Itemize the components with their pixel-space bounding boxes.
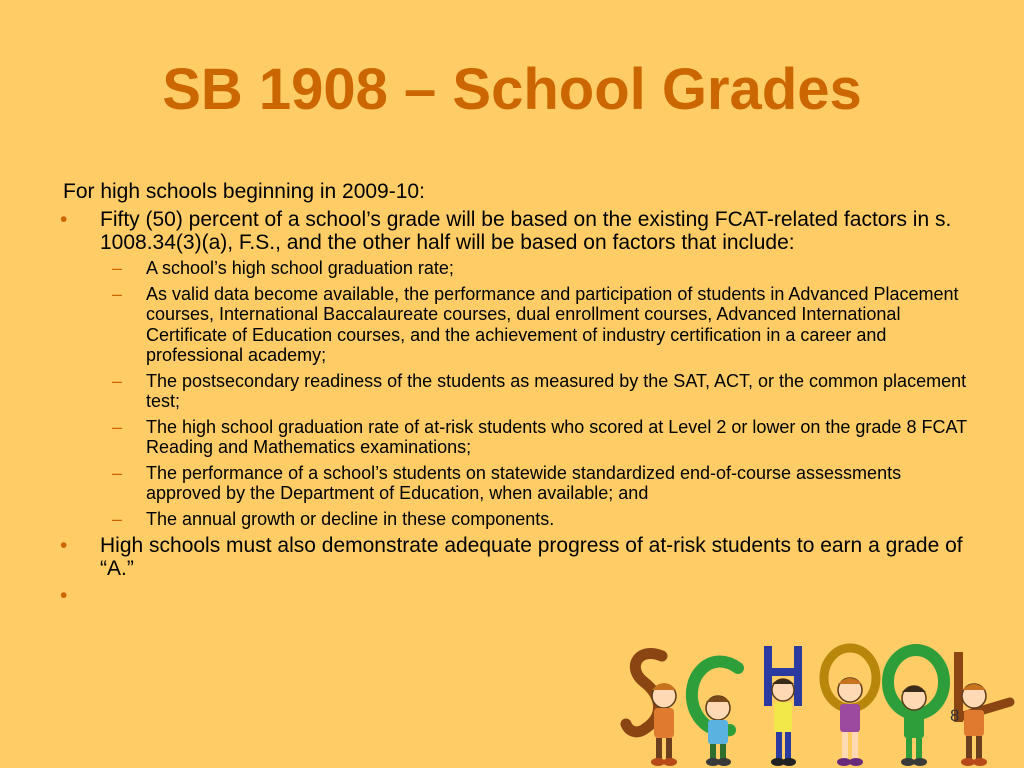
bullet-item [60, 208, 973, 254]
sub-bullet-text: A school’s high school graduation rate; [146, 258, 454, 278]
sub-bullet-text: As valid data become available, the performance and participation of students in Advanced Placement courses, International Baccalaureate courses, dual enrollment courses, Advanced International Certificate of Education courses, and the achievement of industry certification in a career and professional academy; [146, 283, 959, 365]
slide-title: SB 1908 – School Grades [162, 57, 862, 122]
kid-letter-l [954, 652, 1010, 766]
kid-letter-o [824, 648, 876, 766]
sub-bullet-text: The postsecondary readiness of the students as measured by the SAT, ACT, or the common placement test; [146, 370, 967, 411]
sub-bullet-item [63, 417, 973, 458]
bullet-marker: • [60, 534, 68, 557]
bullet-marker: • [60, 584, 68, 607]
kid-letter-h [764, 646, 802, 766]
sub-bullet-marker: – [112, 508, 123, 529]
sub-bullet-item [63, 258, 973, 279]
kid-letter-o-2 [888, 650, 944, 766]
sub-bullet-item [63, 463, 973, 504]
sub-bullet-item [63, 509, 973, 530]
kid-letter-c [692, 662, 738, 766]
sub-bullet-marker: – [112, 283, 123, 304]
sub-bullet-marker: – [112, 462, 123, 483]
intro-text: For high schools beginning in 2009-10: [63, 180, 425, 203]
kid-letter-s [626, 653, 677, 766]
sub-bullet-marker: – [112, 416, 123, 437]
page-number: 8 [950, 706, 960, 725]
sub-bullet-text: The high school graduation rate of at-risk students who scored at Level 2 or lower on the grade 8 FCAT Reading and Mathematics examinations; [146, 416, 967, 457]
sub-bullet-item [63, 284, 973, 366]
sub-bullet-item [63, 371, 973, 412]
sub-bullet-marker: – [112, 258, 123, 278]
sub-bullet-text: The annual growth or decline in these components. [146, 508, 555, 529]
sub-bullet-marker: – [112, 370, 123, 391]
bullet-item [60, 534, 973, 580]
children-school-clipart [618, 638, 1018, 768]
bullet-marker: • [60, 208, 68, 231]
slide-body [60, 180, 973, 607]
sub-bullet-text: The performance of a school’s students on statewide standardized end-of-course assessments approved by the Department of Education, when available; and [146, 462, 902, 503]
bullet-text: High schools must also demonstrate adequate progress of at-risk students to earn a grade of “A.” [100, 534, 963, 580]
bullet-text: Fifty (50) percent of a school’s grade will be based on the existing FCAT-related factors in s. 1008.34(3)(a), F.S., and the other half will be based on factors that include: [100, 208, 952, 254]
